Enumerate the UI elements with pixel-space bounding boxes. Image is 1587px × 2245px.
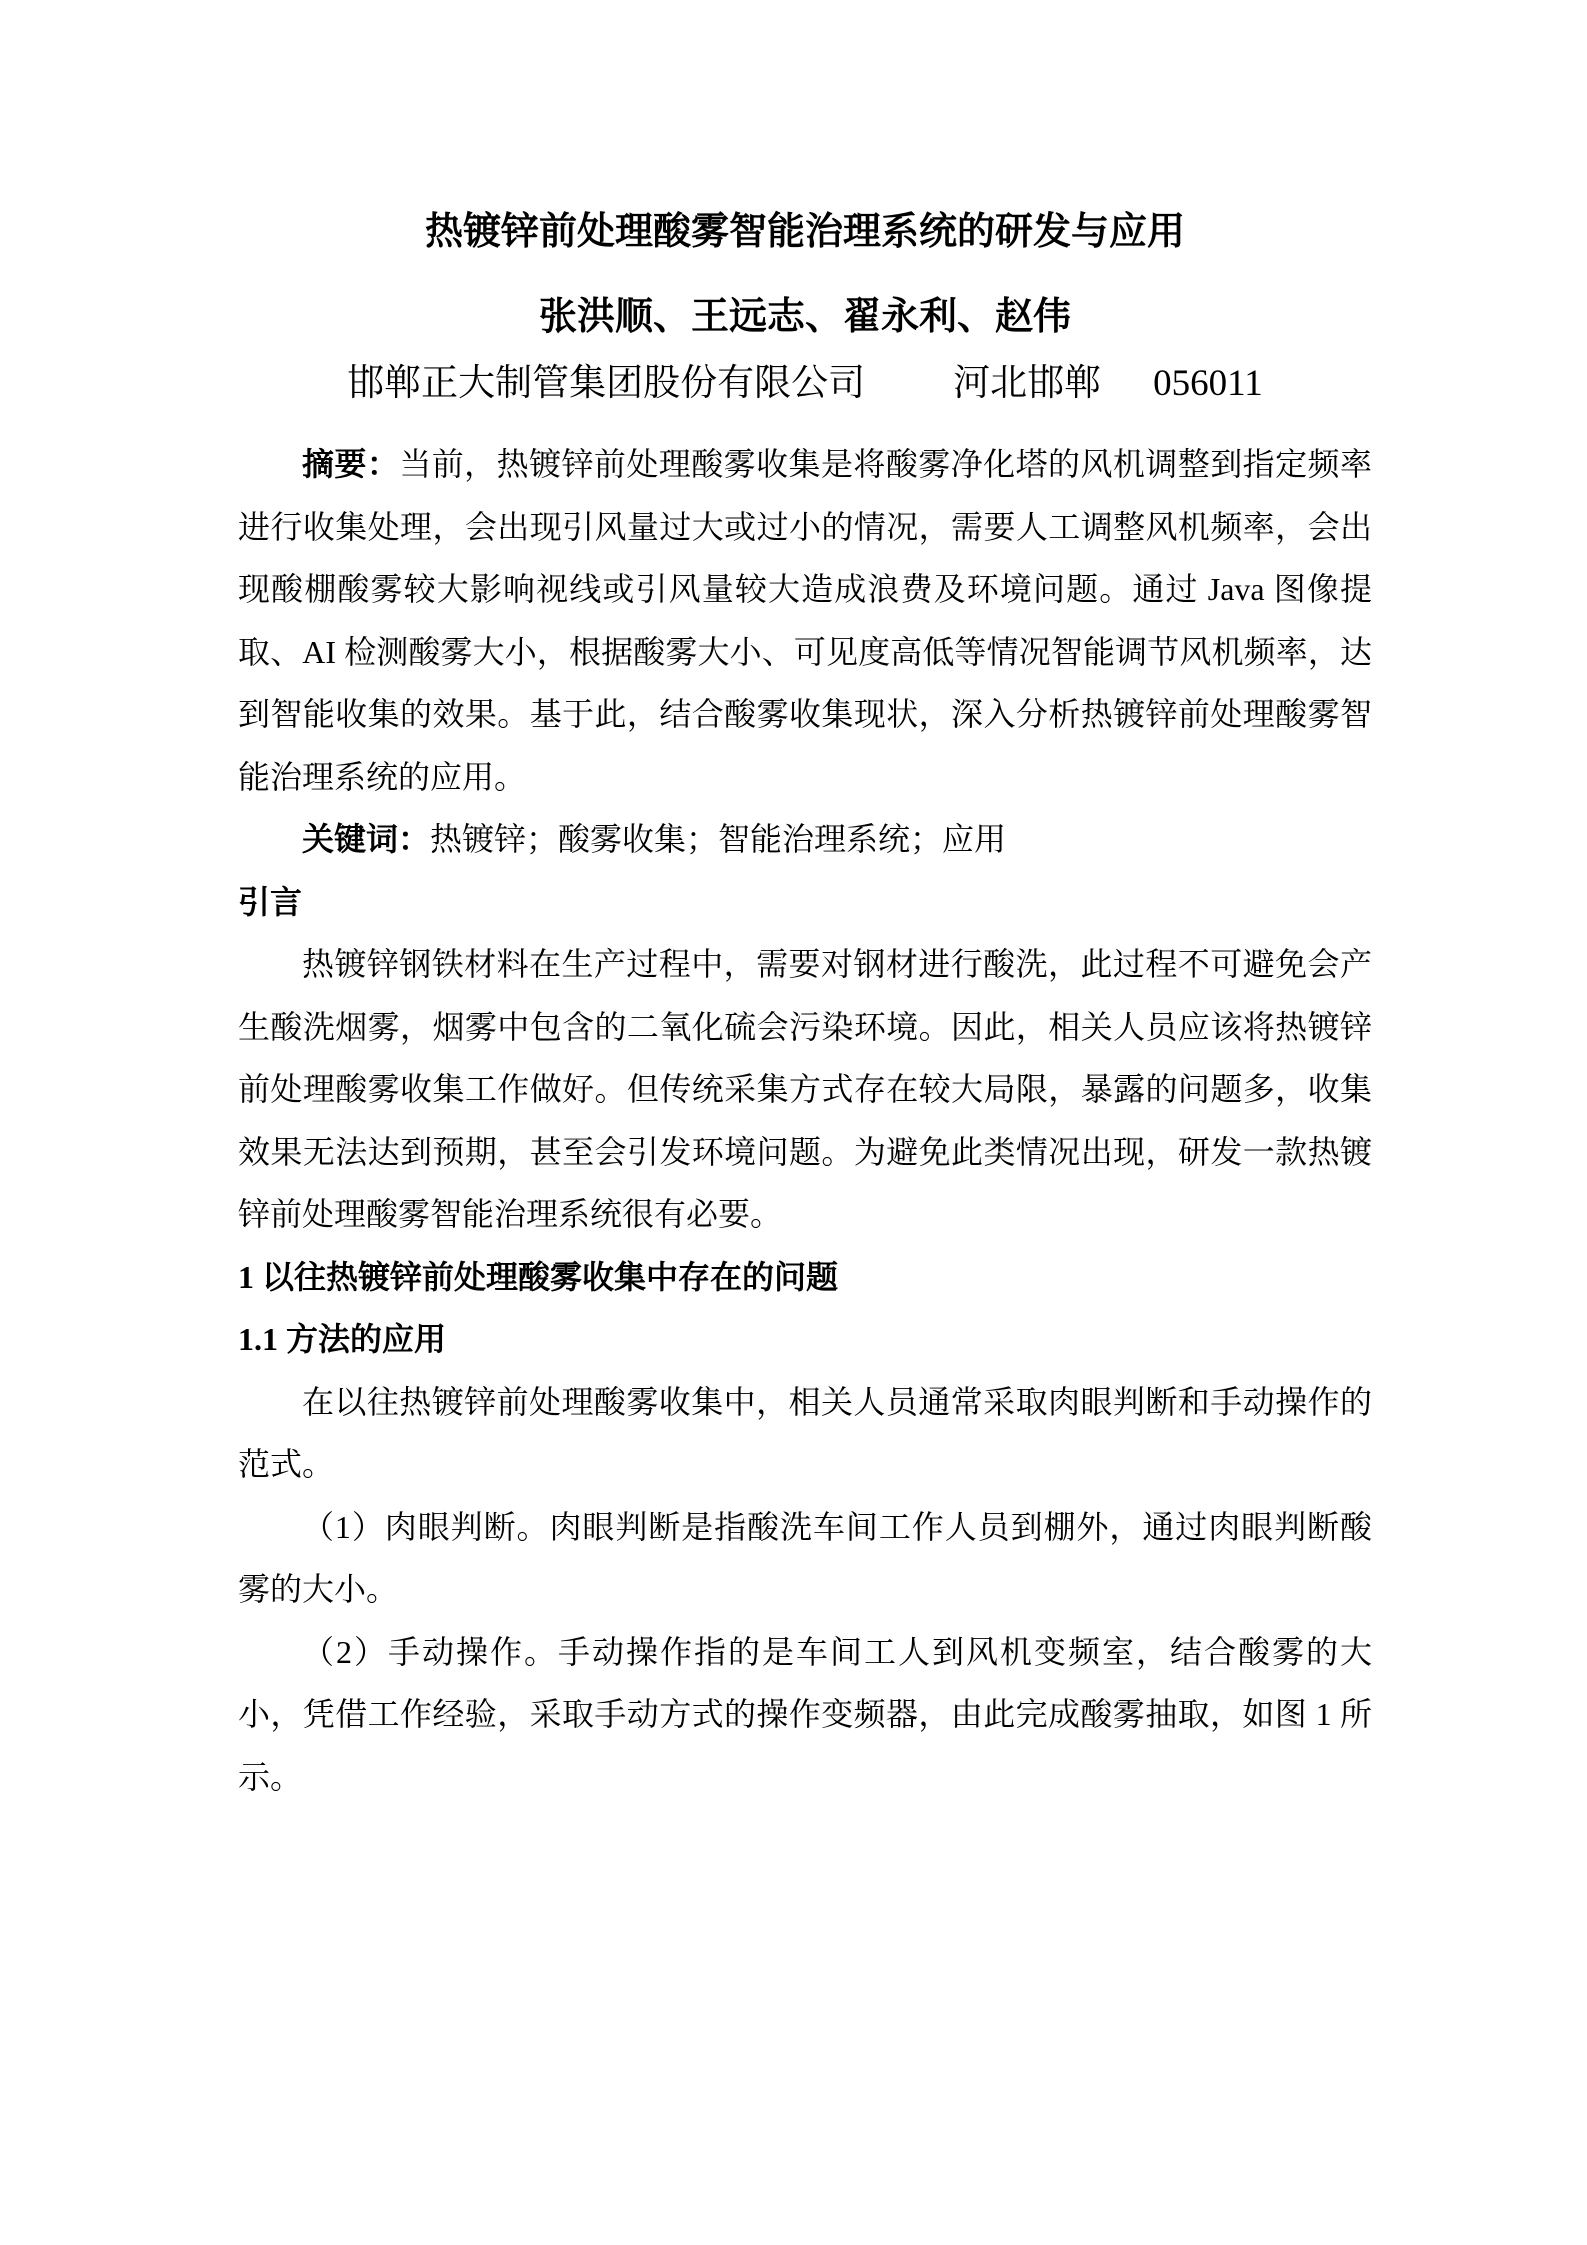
keywords-text: 热镀锌；酸雾收集；智能治理系统；应用 <box>430 821 1007 857</box>
paper-title: 热镀锌前处理酸雾智能治理系统的研发与应用 <box>424 211 1185 253</box>
abstract-label: 摘要： <box>302 446 400 482</box>
section-heading-1: 1 以往热镀锌前处理酸雾收集中存在的问题 <box>238 1258 839 1295</box>
affiliation-company: 邯郸正大制管集团股份有限公司 <box>347 363 866 404</box>
authors-line: 张洪顺、王远志、翟永利、赵伟 <box>538 296 1071 338</box>
affiliation-city: 河北邯郸 <box>953 363 1102 404</box>
affiliation-postal-code: 056011 <box>1153 363 1263 404</box>
paper-body <box>238 433 1372 1808</box>
keywords-paragraph <box>238 808 1372 871</box>
paragraph-methods-overview: 在以往热镀锌前处理酸雾收集中，相关人员通常采取肉眼判断和手动操作的范式。 <box>238 1383 1372 1482</box>
paragraph-manual-operation: （2）手动操作。手动操作指的是车间工人到风机变频室，结合酸雾的大小，凭借工作经验，采取手动方式的操作变频器，由此完成酸雾抽取，如图 1 所示。 <box>238 1633 1372 1795</box>
section-heading-introduction: 引言 <box>238 883 303 920</box>
abstract-text: 当前，热镀锌前处理酸雾收集是将酸雾净化塔的风机调整到指定频率进行收集处理，会出现引风量过大或过小的情况，需要人工调整风机频率，会出现酸棚酸雾较大影响视线或引风量较大造成浪费及环境问题。通过 Java 图像提取、AI 检测酸雾大小，根据酸雾大小、可见度高低等情况智能调节风机频率，达到智能收集的效果。基于此，结合酸雾收集现状，深入分析热镀锌前处理酸雾智能治理系统的应用。 <box>238 446 1372 795</box>
keywords-label: 关键词： <box>302 821 431 857</box>
paragraph-visual-judgment: （1）肉眼判断。肉眼判断是指酸洗车间工作人员到棚外，通过肉眼判断酸雾的大小。 <box>238 1508 1372 1607</box>
section-heading-1-1: 1.1 方法的应用 <box>238 1321 447 1357</box>
introduction-paragraph: 热镀锌钢铁材料在生产过程中，需要对钢材进行酸洗，此过程不可避免会产生酸洗烟雾，烟雾中包含的二氧化硫会污染环境。因此，相关人员应该将热镀锌前处理酸雾收集工作做好。但传统采集方式存在较大局限，暴露的问题多，收集效果无法达到预期，甚至会引发环境问题。为避免此类情况出现，研发一款热镀锌前处理酸雾智能治理系统很有必要。 <box>238 946 1372 1232</box>
abstract-paragraph <box>238 433 1372 808</box>
affiliation-line <box>238 365 1372 403</box>
